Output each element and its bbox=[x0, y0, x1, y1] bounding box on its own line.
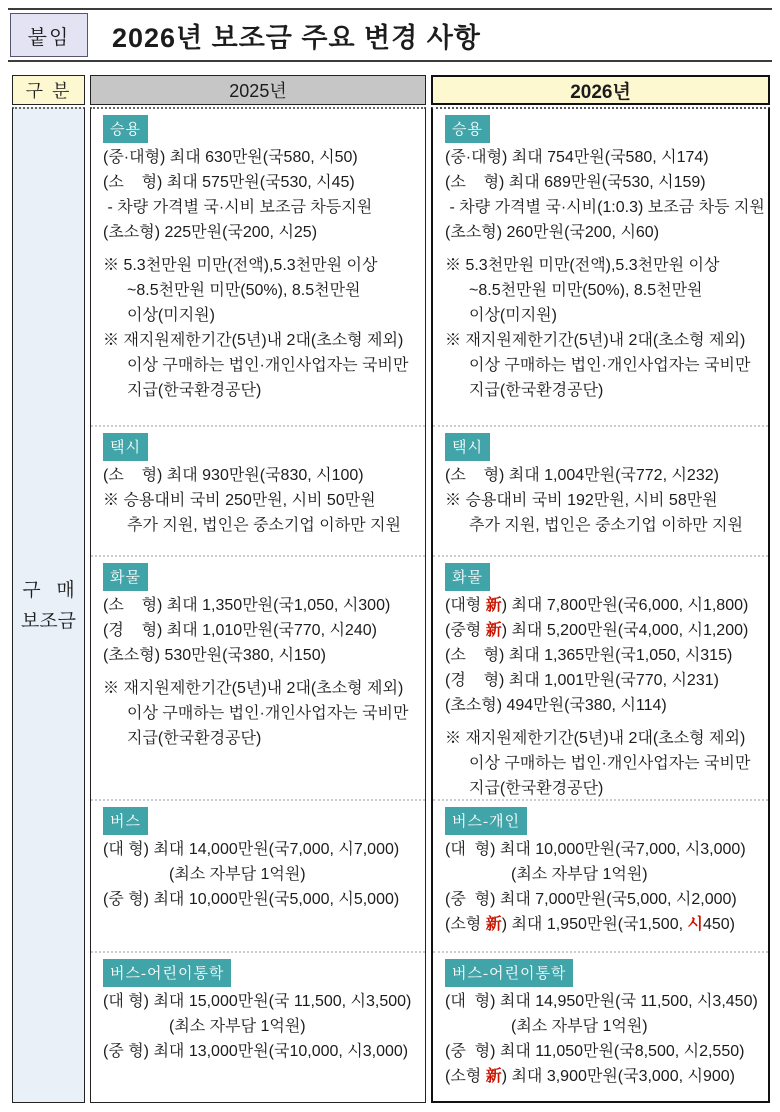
subsidy-line: (중 형) 최대 7,000만원(국5,000, 시2,000) bbox=[445, 891, 737, 908]
subsidy-line: (최소 자부담 1억원) bbox=[511, 866, 648, 883]
category-badge: 버스-어린이통학 bbox=[103, 959, 231, 987]
subsidy-line: (중 형) 최대 13,000만원(국10,000, 시3,000) bbox=[103, 1043, 409, 1060]
subsidy-line: ※ 승용대비 국비 250만원, 시비 50만원 bbox=[103, 492, 376, 509]
subsidy-line: (중·대형) 최대 754만원(국580, 시174) bbox=[445, 149, 709, 166]
subsidy-line: (중·대형) 최대 630만원(국580, 시50) bbox=[103, 149, 358, 166]
subsidy-line: 이상 구매하는 법인·개인사업자는 국비만 bbox=[127, 705, 409, 722]
subsidy-line: (소 형) 최대 930만원(국830, 시100) bbox=[103, 467, 364, 484]
subsidy-line: (소형 新) 최대 3,900만원(국3,000, 시900) bbox=[445, 1068, 735, 1085]
section-school-bus-y2026 bbox=[433, 953, 768, 1089]
section-cargo-y2026 bbox=[433, 557, 768, 801]
subsidy-line: (중형 新) 최대 5,200만원(국4,000, 시1,200) bbox=[445, 622, 749, 639]
subsidy-line: (소 형) 최대 575만원(국530, 시45) bbox=[103, 174, 355, 191]
new-marker: 新 bbox=[485, 1068, 502, 1085]
category-badge: 승용 bbox=[445, 115, 490, 143]
subsidy-line: ※ 승용대비 국비 192만원, 시비 58만원 bbox=[445, 492, 718, 509]
subsidy-line: 지급(한국환경공단) bbox=[127, 382, 262, 399]
subsidy-line: (중 형) 최대 11,050만원(국8,500, 시2,550) bbox=[445, 1043, 745, 1060]
category-badge: 버스-개인 bbox=[445, 807, 527, 835]
subsidy-line: (대 형) 최대 14,950만원(국 11,500, 시3,450) bbox=[445, 993, 758, 1010]
subsidy-line: (중 형) 최대 10,000만원(국5,000, 시5,000) bbox=[103, 891, 400, 908]
subsidy-line: (최소 자부담 1억원) bbox=[169, 1018, 306, 1035]
subsidy-line: - 차량 가격별 국·시비 보조금 차등지원 bbox=[103, 199, 373, 216]
category-badge: 버스 bbox=[103, 807, 148, 835]
subsidy-line: ~8.5천만원 미만(50%), 8.5천만원 bbox=[127, 282, 361, 299]
subsidy-line: (대형 新) 최대 7,800만원(국6,000, 시1,800) bbox=[445, 597, 749, 614]
new-marker: 新 bbox=[485, 916, 502, 933]
subsidy-line: 이상 구매하는 법인·개인사업자는 국비만 bbox=[469, 755, 751, 772]
category-badge: 버스-어린이통학 bbox=[445, 959, 573, 987]
subsidy-line: (초소형) 494만원(국380, 시114) bbox=[445, 697, 667, 714]
subsidy-line: 지급(한국환경공단) bbox=[469, 780, 604, 797]
subsidy-line: ※ 재지원제한기간(5년)내 2대(초소형 제외) bbox=[445, 730, 746, 747]
subsidy-line: (초소형) 530만원(국380, 시150) bbox=[103, 647, 326, 664]
subsidy-line: 지급(한국환경공단) bbox=[469, 382, 604, 399]
section-taxi-y2025 bbox=[91, 427, 425, 557]
section-cargo-y2025 bbox=[91, 557, 425, 801]
attachment-label-box bbox=[10, 13, 88, 57]
subsidy-line: 이상 구매하는 법인·개인사업자는 국비만 bbox=[127, 357, 409, 374]
subsidy-line: ※ 5.3천만원 미만(전액),5.3천만원 이상 bbox=[445, 257, 720, 274]
section-car-y2026 bbox=[433, 109, 768, 427]
subsidy-line: ※ 재지원제한기간(5년)내 2대(초소형 제외) bbox=[103, 332, 404, 349]
row-label-line-1: 구 매 bbox=[22, 579, 75, 601]
title-band bbox=[8, 8, 772, 62]
subsidy-line: 이상 구매하는 법인·개인사업자는 국비만 bbox=[469, 357, 751, 374]
column-2025-body bbox=[90, 107, 426, 1103]
subsidy-line: - 차량 가격별 국·시비(1:0.3) 보조금 차등 지원 bbox=[445, 199, 765, 216]
section-taxi-y2026 bbox=[433, 427, 768, 557]
subsidy-line: 추가 지원, 법인은 중소기업 이하만 지원 bbox=[127, 517, 401, 534]
subsidy-line: (최소 자부담 1억원) bbox=[511, 1018, 648, 1035]
subsidy-line: 이상(미지원) bbox=[469, 307, 557, 324]
category-badge: 승용 bbox=[103, 115, 148, 143]
subsidy-line: (소 형) 최대 1,004만원(국772, 시232) bbox=[445, 467, 719, 484]
row-label-purchase-subsidy bbox=[12, 107, 85, 1103]
subsidy-line: (경 형) 최대 1,010만원(국770, 시240) bbox=[103, 622, 377, 639]
new-marker: 新 bbox=[485, 597, 502, 614]
subsidy-line: (소형 新) 최대 1,950만원(국1,500, 시450) bbox=[445, 916, 735, 933]
subsidy-line: (소 형) 최대 689만원(국530, 시159) bbox=[445, 174, 706, 191]
subsidy-line: ※ 5.3천만원 미만(전액),5.3천만원 이상 bbox=[103, 257, 378, 274]
column-2026-body bbox=[431, 107, 770, 1103]
subsidy-line: (대 형) 최대 10,000만원(국7,000, 시3,000) bbox=[445, 841, 746, 858]
subsidy-line: (초소형) 260만원(국200, 시60) bbox=[445, 224, 660, 241]
column-header-category: 구 분 bbox=[12, 75, 85, 105]
new-marker: 新 bbox=[485, 622, 502, 639]
attachment-label: 붙임 bbox=[27, 26, 71, 49]
page-title: 2026년 보조금 주요 변경 사항 bbox=[112, 22, 481, 53]
category-badge: 택시 bbox=[103, 433, 148, 461]
subsidy-line: (최소 자부담 1억원) bbox=[169, 866, 306, 883]
subsidy-line: 추가 지원, 법인은 중소기업 이하만 지원 bbox=[469, 517, 743, 534]
subsidy-line: 지급(한국환경공단) bbox=[127, 730, 262, 747]
section-car-y2025 bbox=[91, 109, 425, 427]
subsidy-line: ※ 재지원제한기간(5년)내 2대(초소형 제외) bbox=[445, 332, 746, 349]
column-header-2026: 2026년 bbox=[431, 75, 770, 105]
subsidy-comparison-table bbox=[12, 75, 770, 1103]
category-badge: 택시 bbox=[445, 433, 490, 461]
section-school-bus-y2025 bbox=[91, 953, 425, 1064]
category-badge: 화물 bbox=[103, 563, 148, 591]
subsidy-line: 이상(미지원) bbox=[127, 307, 215, 324]
subsidy-line: (대 형) 최대 14,000만원(국7,000, 시7,000) bbox=[103, 841, 400, 858]
subsidy-line: (소 형) 최대 1,365만원(국1,050, 시315) bbox=[445, 647, 733, 664]
subsidy-line: (소 형) 최대 1,350만원(국1,050, 시300) bbox=[103, 597, 391, 614]
subsidy-line: ~8.5천만원 미만(50%), 8.5천만원 bbox=[469, 282, 703, 299]
column-header-2025: 2025년 bbox=[90, 75, 426, 105]
section-bus-y2026 bbox=[433, 801, 768, 953]
subsidy-line: ※ 재지원제한기간(5년)내 2대(초소형 제외) bbox=[103, 680, 404, 697]
subsidy-line: (경 형) 최대 1,001만원(국770, 시231) bbox=[445, 672, 719, 689]
subsidy-line: (대 형) 최대 15,000만원(국 11,500, 시3,500) bbox=[103, 993, 412, 1010]
subsidy-line: (초소형) 225만원(국200, 시25) bbox=[103, 224, 318, 241]
row-label-line-2: 보조금 bbox=[20, 610, 77, 632]
section-bus-y2025 bbox=[91, 801, 425, 953]
category-badge: 화물 bbox=[445, 563, 490, 591]
new-marker: 시 bbox=[687, 916, 703, 933]
